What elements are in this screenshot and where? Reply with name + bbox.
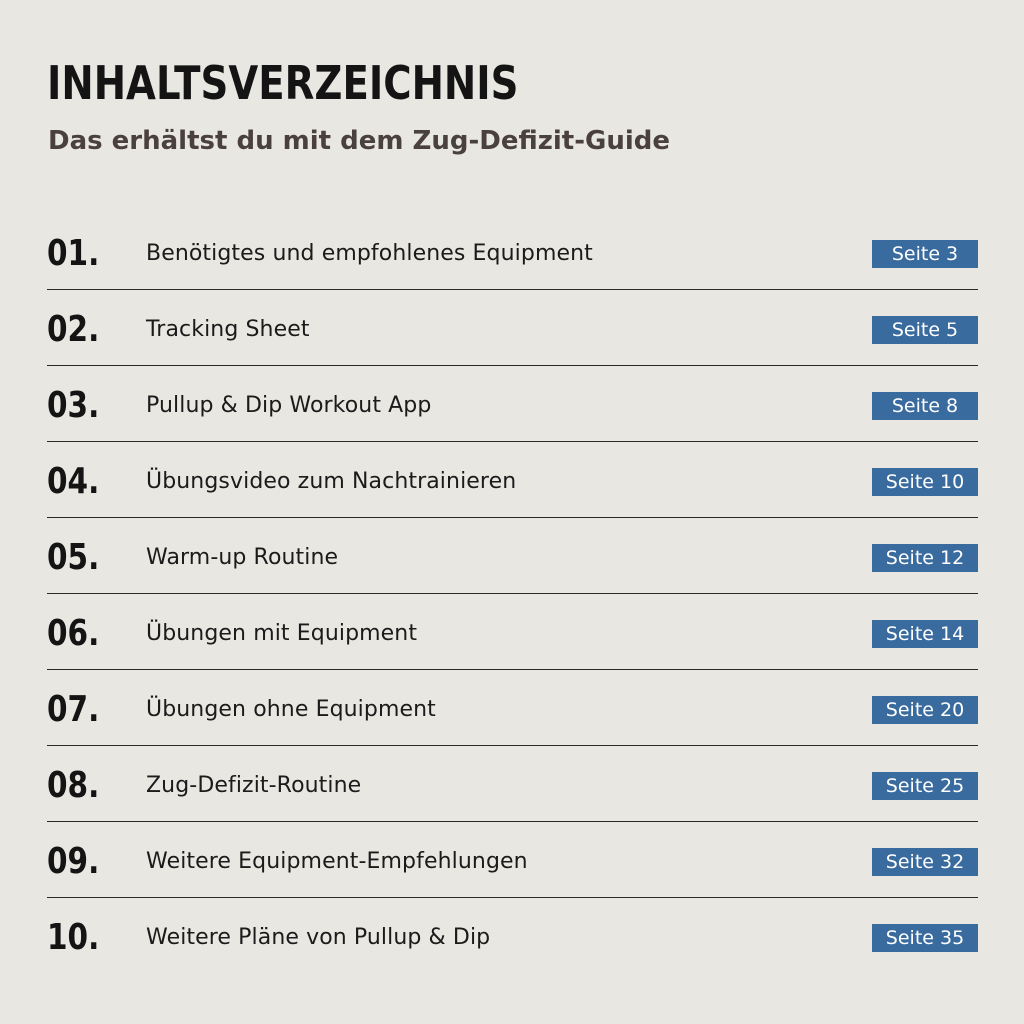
toc-number: 06. (47, 613, 100, 654)
toc-row[interactable] (47, 518, 978, 594)
toc-row[interactable] (47, 290, 978, 366)
toc-label: Weitere Pläne von Pullup & Dip (146, 925, 491, 950)
page-title: INHALTSVERZEICHNIS (47, 56, 519, 110)
toc-label: Weitere Equipment-Empfehlungen (146, 849, 528, 874)
toc-number: 02. (47, 309, 100, 350)
page-badge: Seite 3 (872, 240, 978, 268)
page-badge: Seite 25 (872, 772, 978, 800)
toc-row[interactable] (47, 366, 978, 442)
toc-row[interactable] (47, 898, 978, 974)
toc-number: 07. (47, 689, 100, 730)
toc-label: Tracking Sheet (146, 317, 310, 342)
page-subtitle: Das erhältst du mit dem Zug-Defizit-Guide (48, 126, 671, 156)
toc-row[interactable] (47, 442, 978, 518)
page-badge: Seite 8 (872, 392, 978, 420)
toc-number: 10. (47, 917, 100, 958)
toc-row[interactable] (47, 746, 978, 822)
page-badge: Seite 35 (872, 924, 978, 952)
toc-number: 03. (47, 385, 100, 426)
toc-number: 05. (47, 537, 100, 578)
toc-label: Warm-up Routine (146, 545, 339, 570)
toc-row[interactable] (47, 594, 978, 670)
page-badge: Seite 12 (872, 544, 978, 572)
toc-row[interactable] (47, 670, 978, 746)
page-badge: Seite 10 (872, 468, 978, 496)
toc-label: Zug-Defizit-Routine (146, 773, 362, 798)
toc-label: Übungen ohne Equipment (146, 697, 436, 722)
table-of-contents (47, 214, 978, 974)
toc-number: 01. (47, 233, 100, 274)
toc-number: 04. (47, 461, 100, 502)
toc-number: 08. (47, 765, 100, 806)
page-badge: Seite 14 (872, 620, 978, 648)
toc-label: Pullup & Dip Workout App (146, 393, 432, 418)
page-badge: Seite 20 (872, 696, 978, 724)
toc-label: Übungen mit Equipment (146, 621, 418, 646)
toc-row[interactable] (47, 822, 978, 898)
toc-number: 09. (47, 841, 100, 882)
toc-label: Benötigtes und empfohlenes Equipment (146, 241, 593, 266)
toc-label: Übungsvideo zum Nachtrainieren (146, 469, 517, 494)
page-badge: Seite 32 (872, 848, 978, 876)
toc-row[interactable] (47, 214, 978, 290)
page-badge: Seite 5 (872, 316, 978, 344)
